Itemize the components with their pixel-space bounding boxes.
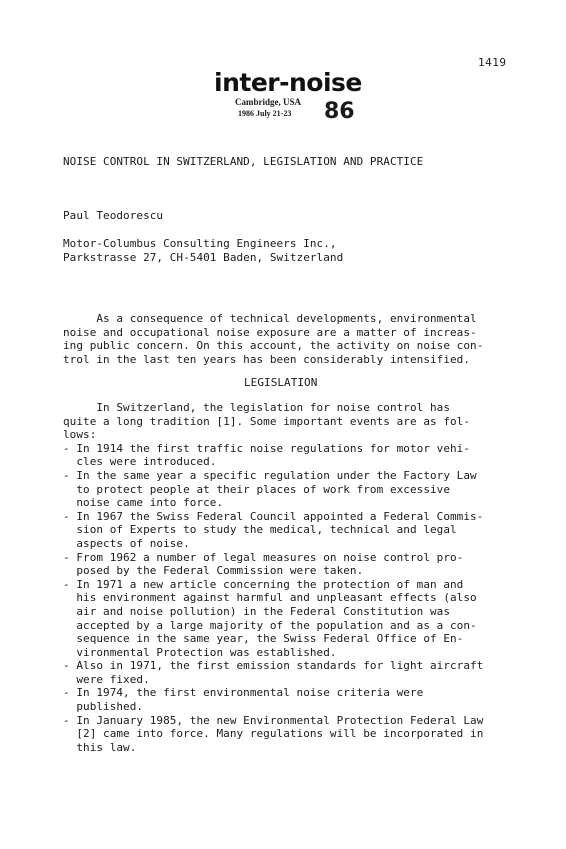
author-name: Paul Teodorescu bbox=[63, 209, 164, 222]
conference-logo bbox=[214, 68, 364, 148]
logo-year: 86 bbox=[324, 99, 355, 124]
logo-place: Cambridge, USA bbox=[235, 97, 302, 107]
paper-title: NOISE CONTROL IN SWITZERLAND, LEGISLATION AND PRACTICE bbox=[63, 155, 424, 168]
legislation-body: In Switzerland, the legislation for noise control has quite a long tradition [1]. Some important events are as fol- lows: - In 1914 the first traffic noise regulations for motor vehi- cles were introduced. - In the same year a specific regulation under the Factory Law to protect people at their places of work from excessive noise came into force. - In 1967 the Swiss Federal Council appointed a Federal Commis- sion of Experts to study the medical, technical and legal aspects of noise. - From 1962 a number of legal measures on noise control pro- posed by the Federal Commission were taken. - In 1971 a new article concerning the protection of man and his environment against harmful and unpleasant effects (also air and noise pollution) in the Federal Constitution was accepted by a large majority of the population and as a con- sequence in the same year, the Swiss Federal Office of En- vironmental Protection was established. - Also in 1971, the first emission standards for light aircraft were fixed. - In 1974, the first environmental noise criteria were published. - In January 1985, the new Environmental Protection Federal Law [2] came into force. Many regulations will be incorporated in this law. bbox=[63, 401, 484, 754]
logo-dates: 1986 July 21-23 bbox=[238, 109, 292, 118]
intro-paragraph: As a consequence of technical developments, environmental noise and occupational noise exposure are a matter of increas- ing public concern. On this account, the activity on noise con- trol in the last ten years has been considerably intensified. bbox=[63, 312, 484, 366]
page-number: 1419 bbox=[478, 56, 507, 69]
logo-title: inter-noise bbox=[214, 68, 362, 97]
section-heading: LEGISLATION bbox=[244, 376, 318, 389]
author-affiliation: Motor-Columbus Consulting Engineers Inc., Parkstrasse 27, CH-5401 Baden, Switzerland bbox=[63, 237, 344, 264]
